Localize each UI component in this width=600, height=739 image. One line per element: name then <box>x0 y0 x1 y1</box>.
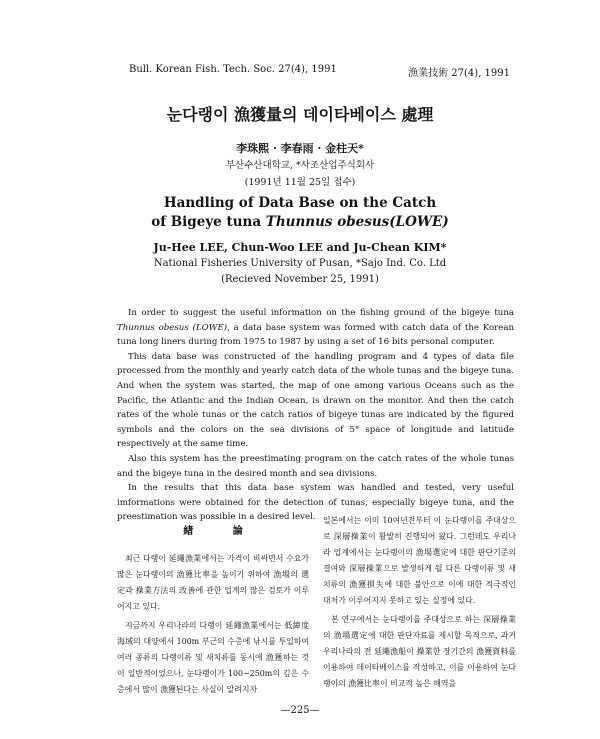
received-date-english: (Recieved November 25, 1991) <box>221 274 379 285</box>
abstract-species-author: (LOWE) <box>192 322 228 333</box>
body-paragraph: 최근 다랭이 延繩漁業에서는 가격이 비싸면서 수요가 많은 눈다랭이의 漁獲比率을 높이기 위하여 漁場의 選定과 操業方法의 改善에 관한 업계의 많은 검토가 이루어지고 있다. <box>117 554 309 611</box>
body-column-right <box>323 513 516 692</box>
authors-korean: 李珠熙 · 李春雨 · 金柱天* <box>236 142 364 155</box>
abstract-paragraph: This data base was constructed of the handling program and 4 types of data file processed from the monthly and yearly catch data of the whole tunas and the bigeye tuna. And when the system was started, the map of one among various Oceans such as the Pacific, the Atlantic and the Indian Ocean, is drawn on the monitor. And then the catch rates of the whole tunas or the catch ratios of bigeye tunas are indicated by the figured symbols and the colors on the sea divisions of 5° space of longitude and latitude respectively at the same time. <box>117 351 514 450</box>
paper-title-english <box>0 194 600 232</box>
affiliation-korean: 부산수산대학교, *사조산업주식회사 <box>225 160 375 171</box>
journal-citation-header-korean: 漁業技術 27(4), 1991 <box>408 68 510 79</box>
page-number: —225— <box>280 705 320 716</box>
body-paragraph: 지금까지 우리나라의 다랭이 延繩漁業에서는 低緯度 海域의 대양에서 100m 부근의 수층에 낚시를 투입하여 여러 종류의 다랭이류 및 새치류를 동시에 漁獲하는 것이 일반적이었으나, 눈다랭이가 100~250m의 깊은 수층에서 많이 漁獲된다는 사실이 알려지자 <box>117 621 309 694</box>
abstract-species-name: Thunnus obesus <box>117 322 189 333</box>
abstract-paragraph: Also this system has the preestimating program on the catch rates of the whole tunas and the bigeye tuna in the desired month and sea divisions. <box>117 453 514 479</box>
title-en-line1: Handling of Data Base on the Catch <box>163 195 437 211</box>
journal-citation-header: Bull. Korean Fish. Tech. Soc. 27(4), 1991 <box>129 64 337 75</box>
title-en-line2-start: of Bigeye tuna <box>151 214 266 230</box>
authors-english: Ju-Hee LEE, Chun-Woo LEE and Ju-Chean KIM* <box>153 241 447 254</box>
abstract <box>117 306 514 525</box>
paper-title-korean: 눈다랭이 漁獲量의 데이타베이스 處理 <box>166 105 434 124</box>
abstract-p1-end: , a data base system was formed with catch data of the Korean tuna long liners during from 1975 to 1987 by using a set of 16 bits personal computer. <box>117 322 515 348</box>
body-paragraph: 본 연구에서는 눈다랭이를 주대상으로 하는 深層操業의 漁場選定에 대한 판단자료를 제시할 목적으로, 과거 우리나라의 전 延繩漁船이 操業한 장기간의 漁獲資料를 이용하여 데이타베이스를 작성하고, 이를 이용하여 눈다랭이의 漁獲比率이 비교적 높은 해역을 <box>323 615 516 688</box>
body-column-left <box>117 522 309 698</box>
abstract-paragraph: In the results that this data base system was handled and tested, very useful imformations were obtained for the detection of tunas, especially bigeye tuna, and the preestimation was possible in a desired level. <box>117 483 514 523</box>
title-en-species-name: Thunnus obesus(LOWE) <box>265 214 449 230</box>
body-paragraph: 일본에서는 이미 10여년전부터 이 눈다랭이를 주대상으로 深層操業이 활발히 진행되어 왔다. 그런데도 우리나라 업계에서는 눈다랭이의 漁場選定에 대한 판단기준의 결여와 深層操業으로 발생하게 될 다른 다랭이류 및 새치류의 漁獲損失에 대한 불안으로 이에 대한 적극적인 대처가 이루어지지 못하고 있는 실정에 있다. <box>323 516 516 605</box>
section-heading-introduction: 緖 論 <box>183 526 261 537</box>
received-date-korean: (1991년 11월 25일 접수) <box>244 177 356 188</box>
title-en-line2 <box>0 213 600 232</box>
abstract-p1-start: In order to suggest the useful information on the fishing ground of the bigeye tuna <box>128 308 514 318</box>
abstract-paragraph <box>117 306 514 350</box>
affiliation-english: National Fisheries University of Pusan, *Sajo Ind. Co. Ltd <box>153 258 447 269</box>
